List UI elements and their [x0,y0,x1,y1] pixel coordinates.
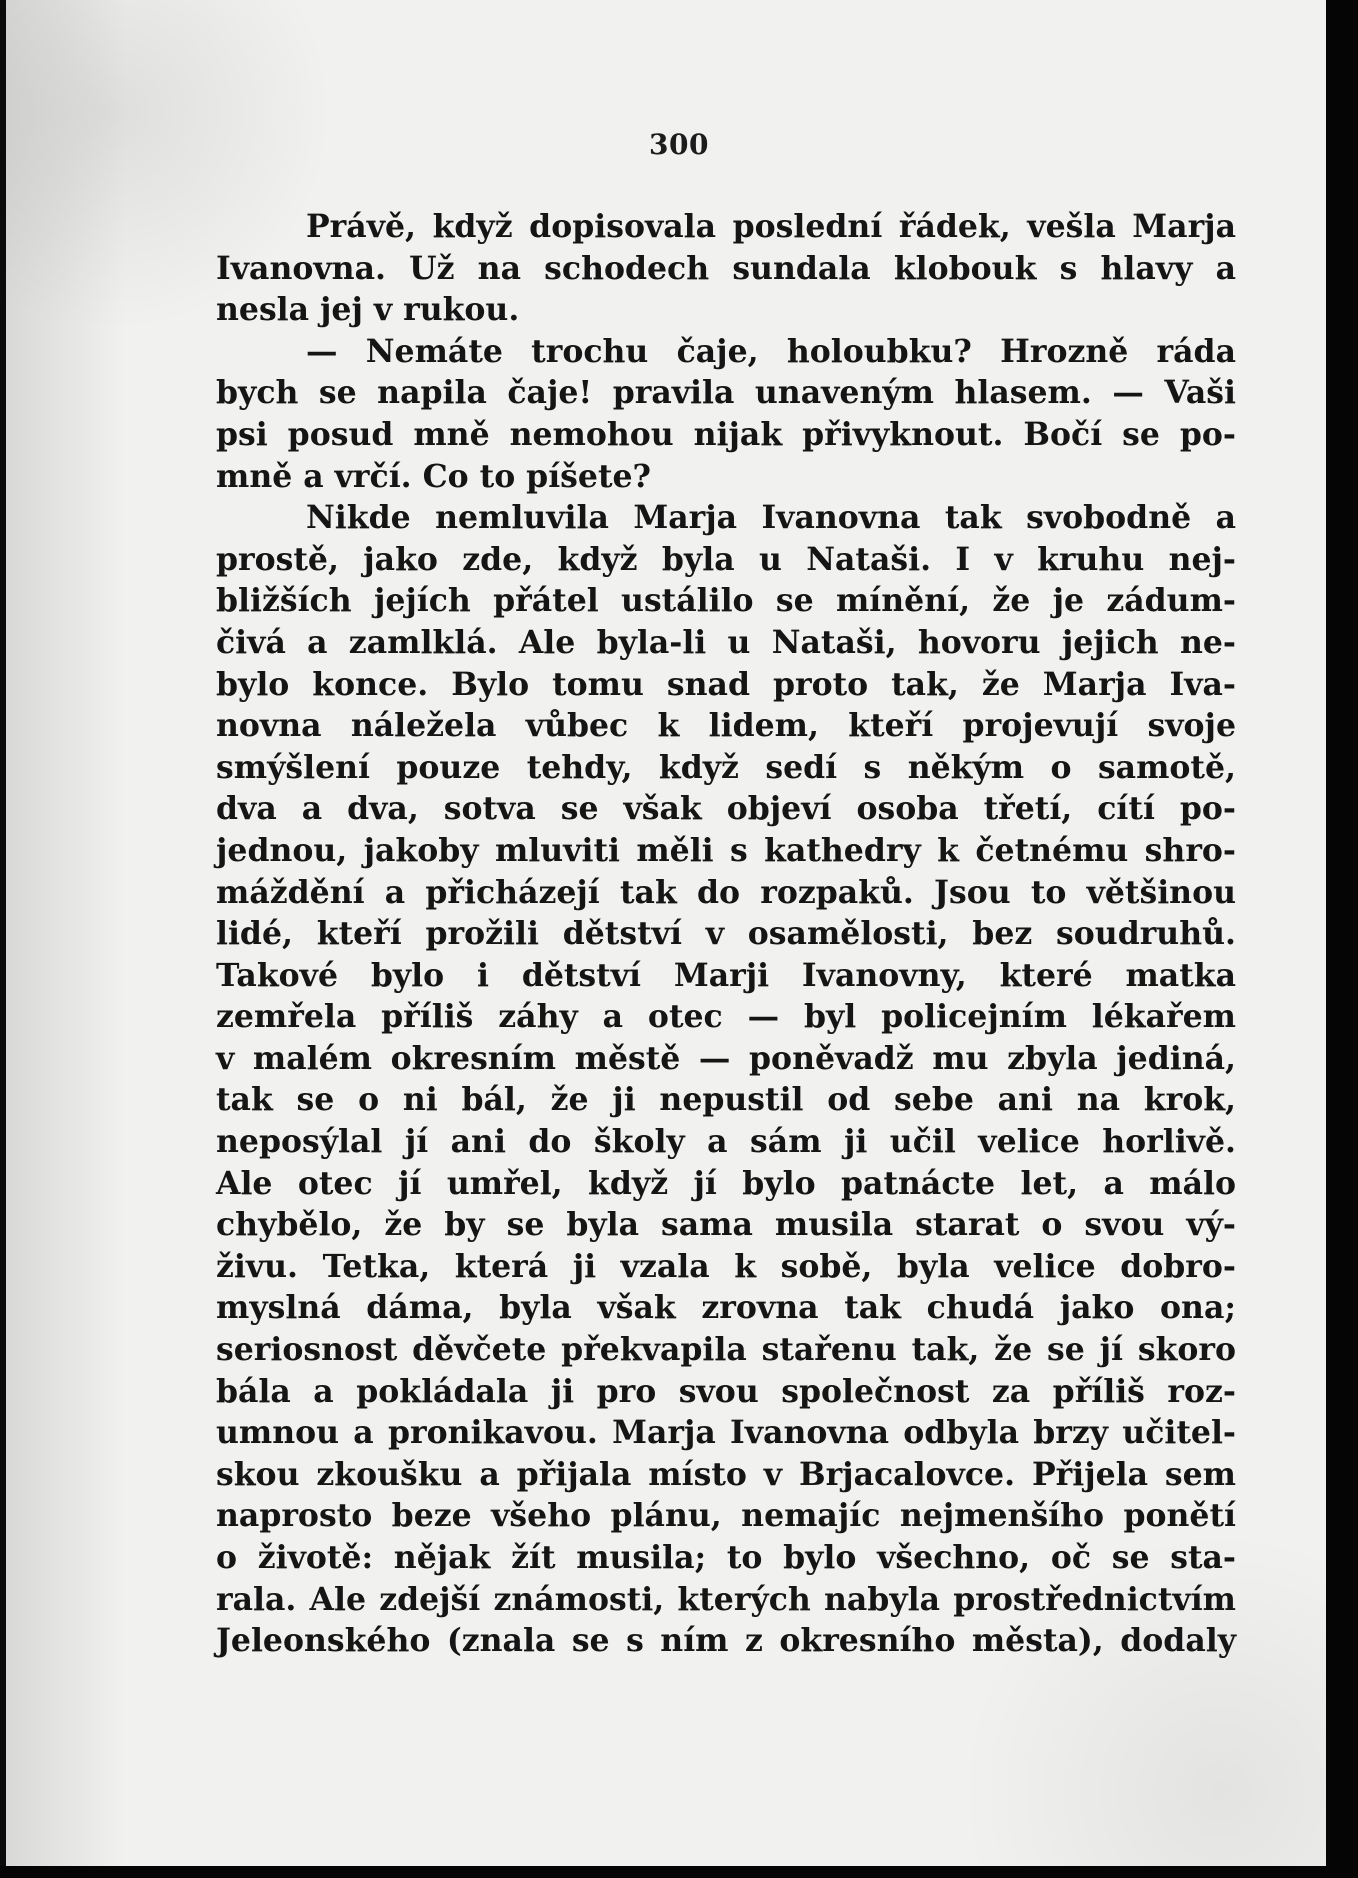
text-line: myslná dáma, byla však zrovna tak chudá jako ona; [216,1289,1236,1327]
text-line: Ale otec jí umřel, když jí bylo patnácte let, a málo [216,1164,1236,1202]
text-line: nesla jej v rukou. [216,291,520,329]
text-line: jednou, jakoby mluviti měli s kathedry k četnému shro- [216,831,1236,869]
text-line: smýšlení pouze tehdy, když sedí s někým o samotě, [216,748,1236,786]
text-line: v malém okresním městě — poněvadž mu zbyla jediná, [216,1039,1236,1077]
text-line: chybělo, že by se byla sama musila starat o svou vý- [216,1206,1236,1244]
text-line: máždění a přicházejí tak do rozpaků. Jsou to většinou [216,873,1236,911]
text-line: prostě, jako zde, když byla u Nataši. I v kruhu nej- [216,540,1236,578]
text-line: bližších jejích přátel ustálilo se mínění, že je zádum- [216,582,1236,620]
text-line: umnou a pronikavou. Marja Ivanovna odbyla brzy učitel- [216,1414,1236,1452]
text-line: zemřela příliš záhy a otec — byl policejním lékařem [216,998,1236,1036]
text-line: seriosnost děvčete překvapila stařenu tak, že se jí skoro [216,1331,1236,1369]
page-number: 300 [649,128,709,161]
scan-border-bottom [0,1866,1358,1878]
text-line: Právě, když dopisovala poslední řádek, vešla Marja [306,208,1236,245]
text-line: Nikde nemluvila Marja Ivanovna tak svobodně a [306,499,1236,537]
text-line: o životě: nějak žít musila; to bylo všechno, oč se sta- [216,1539,1236,1576]
text-line: živu. Tetka, která ji vzala k sobě, byla velice dobro- [216,1247,1236,1285]
text-line: psi posud mně nemohou nijak přivyknout. Bočí se po- [216,415,1236,453]
text-line: čivá a zamlklá. Ale byla-li u Nataši, hovoru jejich ne- [216,623,1236,661]
text-line: skou zkoušku a přijala místo v Brjacalovce. Přijela sem [216,1455,1236,1493]
text-line: mně a vrčí. Co to píšete? [216,457,651,495]
text-line: bála a pokládala ji pro svou společnost za příliš roz- [216,1372,1236,1410]
text-line: naprosto beze všeho plánu, nemajíc nejmenšího ponětí [216,1497,1236,1535]
text-line: Takové bylo i dětství Marji Ivanovny, které matka [216,956,1236,994]
text-line: bych se napila čaje! pravila unaveným hlasem. — Vaši [216,374,1236,412]
text-line: novna náležela vůbec k lidem, kteří projevují svoje [216,707,1236,745]
text-line: dva a dva, sotva se však objeví osoba třetí, cítí po- [216,790,1236,828]
text-line: — Nemáte trochu čaje, holoubku? Hrozně ráda [306,332,1236,370]
text-line: Jeleonského (znala se s ním z okresního města), dodaly [216,1622,1236,1660]
body-text [216,206,1236,1662]
text-line: Ivanovna. Už na schodech sundala klobouk s hlavy a [216,249,1236,287]
scan-border-right [1326,0,1358,1878]
text-line: lidé, kteří prožili dětství v osamělosti, bez soudruhů. [216,915,1236,953]
text-line: neposýlal jí ani do školy a sám ji učil velice horlivě. [216,1123,1236,1161]
text-line: rala. Ale zdejší známosti, kterých nabyla prostřednictvím [216,1580,1236,1618]
text-line: bylo konce. Bylo tomu snad proto tak, že Marja Iva- [216,665,1236,703]
text-line: tak se o ni bál, že ji nepustil od sebe ani na krok, [216,1081,1236,1119]
